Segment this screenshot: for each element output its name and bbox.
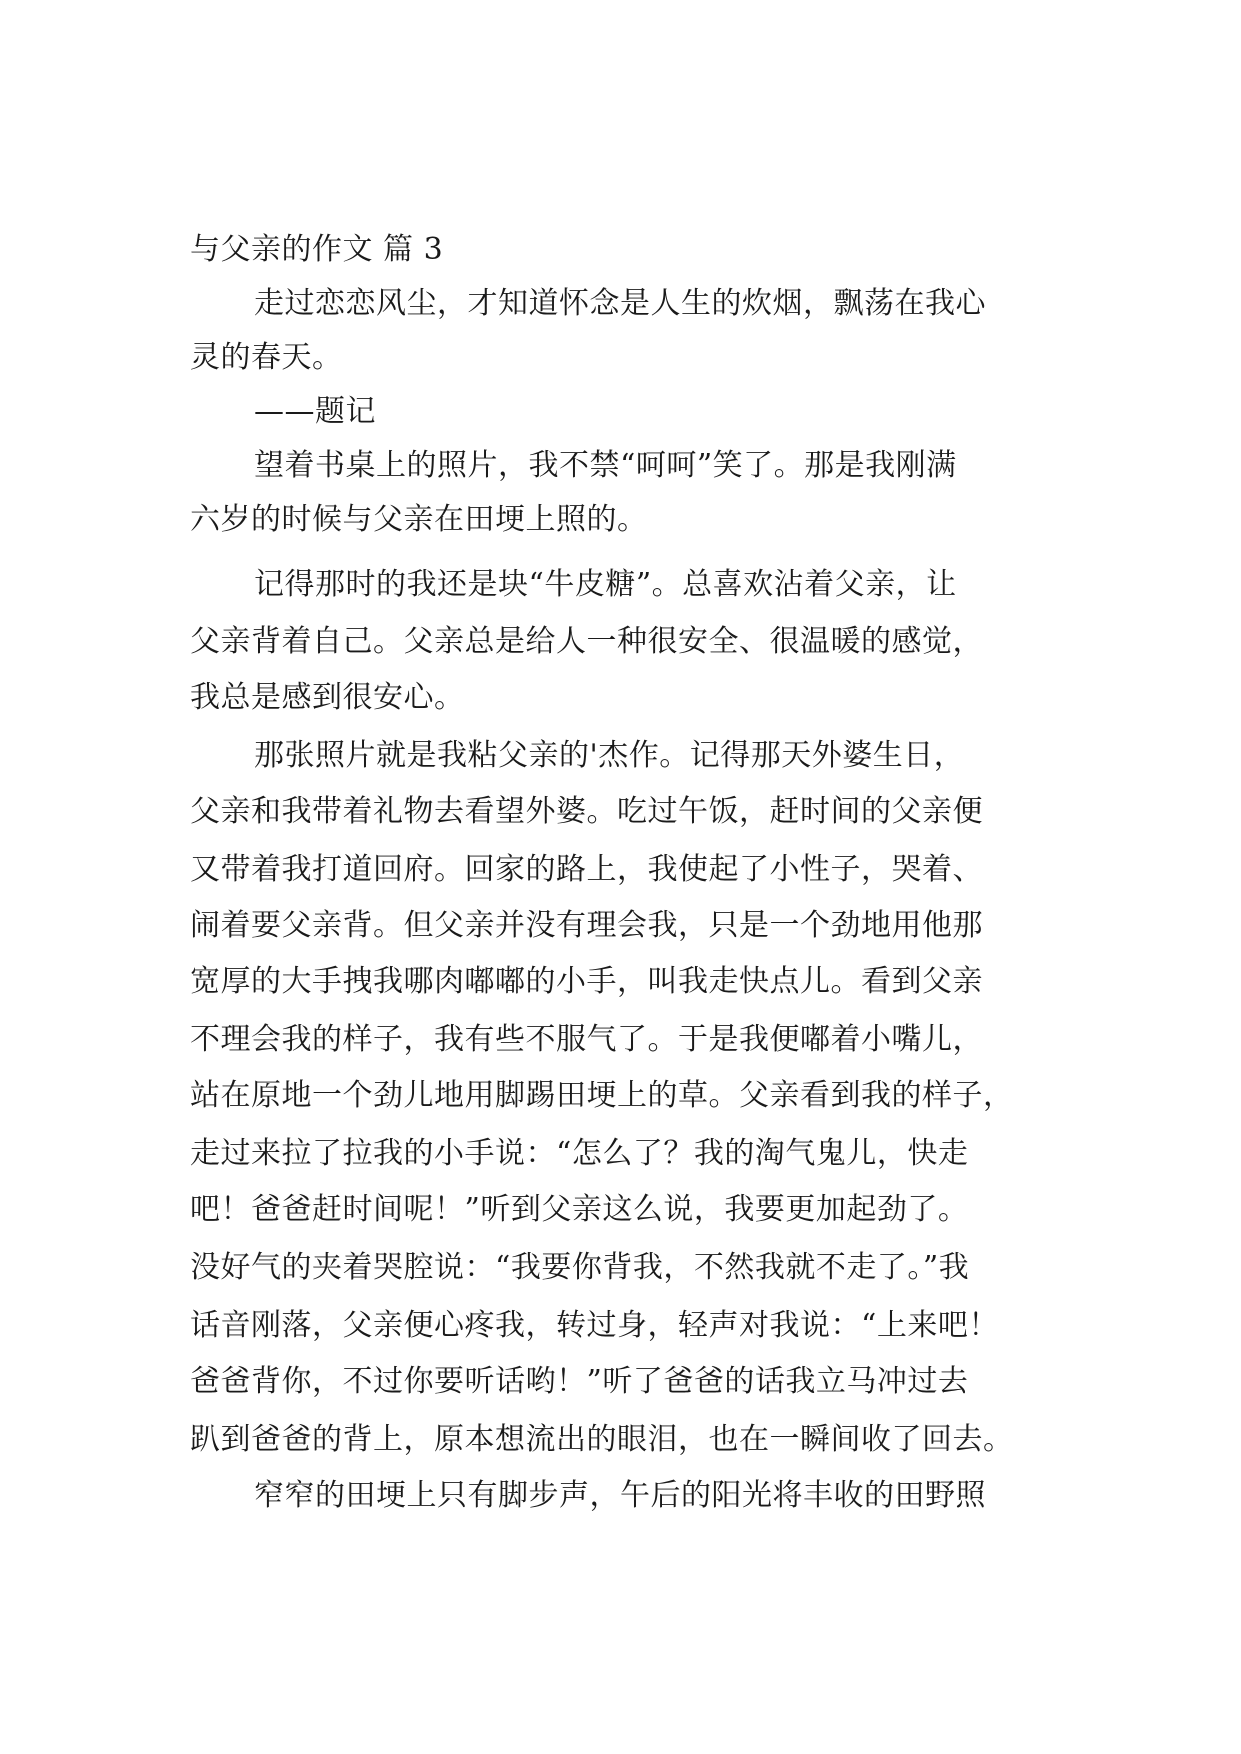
- paragraph-line: 走过恋恋风尘，才知道怀念是人生的炊烟，飘荡在我心: [254, 286, 986, 321]
- paragraph-line: 趴到爸爸的背上，原本想流出的眼泪，也在一瞬间收了回去。: [190, 1422, 1014, 1457]
- paragraph-line: 话音刚落，父亲便心疼我，转过身，轻声对我说：“上来吧！: [190, 1308, 999, 1343]
- paragraph-line: 爸爸背你，不过你要听话哟！”听了爸爸的话我立马冲过去: [190, 1364, 969, 1399]
- paragraph-line: 又带着我打道回府。回家的路上，我使起了小性子，哭着、: [190, 852, 983, 887]
- document-title: 与父亲的作文 篇 3: [190, 232, 444, 267]
- paragraph-line: 窄窄的田埂上只有脚步声，午后的阳光将丰收的田野照: [254, 1478, 986, 1513]
- paragraph-line: 没好气的夹着哭腔说：“我要你背我，不然我就不走了。”我: [190, 1250, 970, 1285]
- paragraph-line: 那张照片就是我粘父亲的'杰作。记得那天外婆生日，: [254, 738, 965, 773]
- paragraph-line: 父亲背着自己。父亲总是给人一种很安全、很温暖的感觉，: [190, 624, 983, 659]
- paragraph-line: 记得那时的我还是块“牛皮糖”。总喜欢沾着父亲，让: [254, 567, 957, 602]
- paragraph-line: 望着书桌上的照片，我不禁“呵呵”笑了。那是我刚满: [254, 448, 957, 483]
- paragraph-line: 吧！爸爸赶时间呢！”听到父亲这么说，我要更加起劲了。: [190, 1192, 969, 1227]
- paragraph-line: 父亲和我带着礼物去看望外婆。吃过午饭，赶时间的父亲便: [190, 794, 983, 829]
- paragraph-line: 宽厚的大手拽我哪肉嘟嘟的小手，叫我走快点儿。看到父亲: [190, 964, 983, 999]
- paragraph-line: 站在原地一个劲儿地用脚踢田埂上的草。父亲看到我的样子，: [190, 1078, 1014, 1113]
- paragraph-line: ——题记: [254, 394, 376, 429]
- paragraph-line: 六岁的时候与父亲在田埂上照的。: [190, 502, 648, 537]
- paragraph-line: 走过来拉了拉我的小手说：“怎么了？我的淘气鬼儿，快走: [190, 1136, 969, 1171]
- paragraph-line: 闹着要父亲背。但父亲并没有理会我，只是一个劲地用他那: [190, 908, 983, 943]
- paragraph-line: 灵的春天。: [190, 340, 343, 375]
- paragraph-line: 我总是感到很安心。: [190, 680, 465, 715]
- paragraph-line: 不理会我的样子，我有些不服气了。于是我便嘟着小嘴儿，: [190, 1022, 983, 1057]
